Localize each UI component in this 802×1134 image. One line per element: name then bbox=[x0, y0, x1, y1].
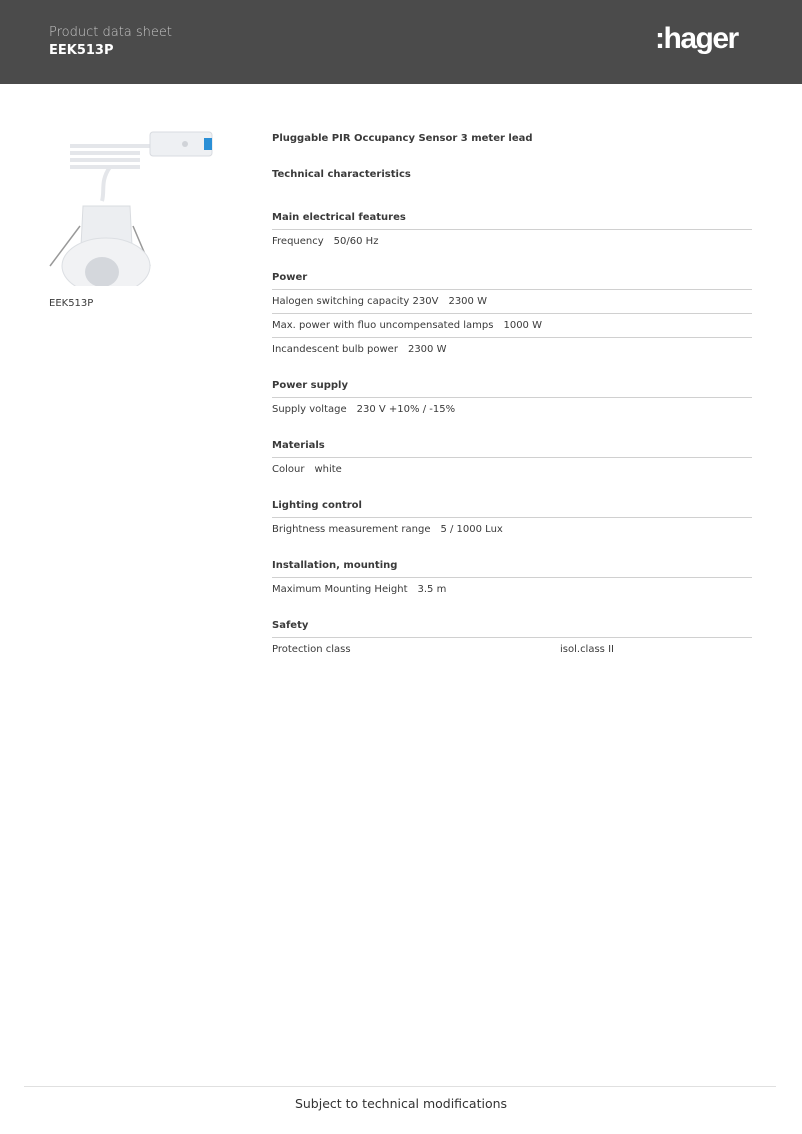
page-header bbox=[0, 0, 802, 84]
spec-row bbox=[272, 290, 752, 314]
section-heading: Installation, mounting bbox=[272, 560, 752, 578]
spec-value: 2300 W bbox=[448, 296, 487, 307]
document-type: Product data sheet bbox=[49, 25, 173, 40]
spec-label: Maximum Mounting Height bbox=[272, 584, 408, 595]
spec-value: 3.5 m bbox=[417, 584, 447, 595]
image-caption: EEK513P bbox=[49, 298, 94, 309]
spec-section bbox=[272, 272, 752, 361]
product-title: Pluggable PIR Occupancy Sensor 3 meter lead bbox=[272, 133, 533, 144]
spec-row bbox=[272, 230, 752, 253]
spec-value: 5 / 1000 Lux bbox=[440, 524, 503, 535]
product-code: EEK513P bbox=[49, 43, 114, 58]
spec-row bbox=[272, 338, 752, 361]
spec-label: Halogen switching capacity 230V bbox=[272, 296, 439, 307]
section-heading: Materials bbox=[272, 440, 752, 458]
spec-row bbox=[272, 638, 752, 661]
footer-note: Subject to technical modifications bbox=[294, 1096, 508, 1111]
spec-section bbox=[272, 380, 752, 421]
spec-label: Colour bbox=[272, 464, 305, 475]
spec-section bbox=[272, 212, 752, 253]
spec-content bbox=[272, 133, 752, 661]
product-image bbox=[40, 126, 230, 286]
section-heading: Main electrical features bbox=[272, 212, 752, 230]
spec-row bbox=[272, 314, 752, 338]
spec-value: 50/60 Hz bbox=[333, 236, 379, 247]
section-heading: Power supply bbox=[272, 380, 752, 398]
spec-value: 230 V +10% / -15% bbox=[356, 404, 456, 415]
spec-value: 1000 W bbox=[503, 320, 542, 331]
hager-logo: :hager bbox=[655, 22, 738, 55]
spec-section bbox=[272, 560, 752, 601]
section-heading: Power bbox=[272, 272, 752, 290]
spec-label: Frequency bbox=[272, 236, 324, 247]
spec-value: isol.class II bbox=[560, 644, 614, 655]
spec-row bbox=[272, 398, 752, 421]
spec-value: white bbox=[314, 464, 342, 475]
spec-section bbox=[272, 440, 752, 481]
footer-divider bbox=[24, 1086, 776, 1087]
spec-label: Protection class bbox=[272, 644, 351, 655]
spec-label: Max. power with fluo uncompensated lamps bbox=[272, 320, 494, 331]
spec-label: Incandescent bulb power bbox=[272, 344, 398, 355]
spec-value: 2300 W bbox=[407, 344, 447, 355]
spec-label: Brightness measurement range bbox=[272, 524, 431, 535]
spec-row bbox=[272, 518, 752, 541]
tech-heading: Technical characteristics bbox=[272, 169, 411, 180]
section-heading: Lighting control bbox=[272, 500, 752, 518]
spec-row bbox=[272, 578, 752, 601]
section-heading: Safety bbox=[272, 620, 752, 638]
spec-section bbox=[272, 500, 752, 541]
spec-section bbox=[272, 620, 752, 661]
spec-label: Supply voltage bbox=[272, 404, 347, 415]
spec-row bbox=[272, 458, 752, 481]
